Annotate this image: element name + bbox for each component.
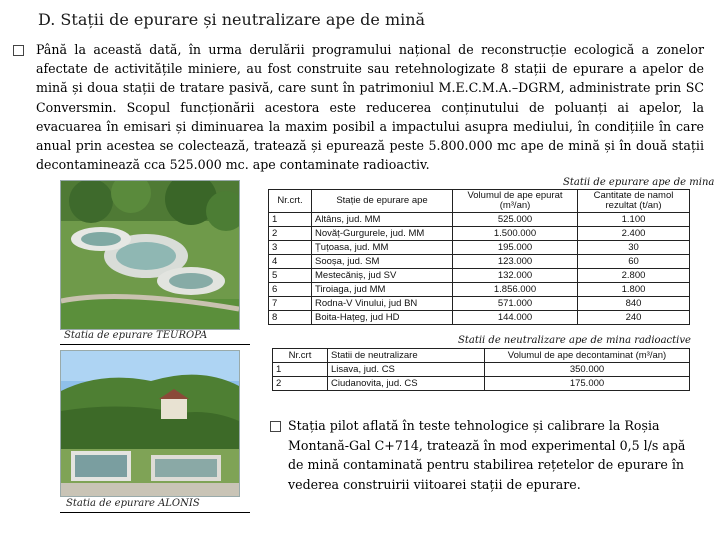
column-header: Nr.crt — [273, 349, 328, 363]
cell-volume: 195.000 — [453, 241, 578, 255]
table-row — [269, 255, 690, 269]
table-row — [269, 241, 690, 255]
neutralization-stations-table — [272, 348, 690, 391]
cell-volume: 1.856.000 — [453, 283, 578, 297]
cell-nr: 5 — [269, 269, 312, 283]
caption-underline — [60, 512, 250, 513]
cell-station: Mestecăniș, jud SV — [312, 269, 453, 283]
cell-volume: 571.000 — [453, 297, 578, 311]
table-row — [269, 283, 690, 297]
photo1-caption: Statia de epurare TEUROPA — [64, 330, 208, 341]
cell-station: Sooșa, jud. SM — [312, 255, 453, 269]
bullet-icon — [13, 45, 24, 56]
table-row — [269, 297, 690, 311]
cell-station: Boita-Hațeg, jud HD — [312, 311, 453, 325]
table-row — [269, 227, 690, 241]
column-header: Volumul de ape decontaminat (m³/an) — [485, 349, 690, 363]
cell-station: Altâns, jud. MM — [312, 213, 453, 227]
cell-sludge: 2.400 — [578, 227, 690, 241]
cell-nr: 1 — [273, 363, 328, 377]
cell-sludge: 30 — [578, 241, 690, 255]
column-header: Statii de neutralizare — [328, 349, 485, 363]
column-header: Stație de epurare ape — [312, 190, 453, 213]
photo2-caption: Statia de epurare ALONIS — [66, 498, 200, 509]
pilot-station-paragraph: Stația pilot aflată în teste tehnologice și calibrare la Roșia Montană-Gal C+714, tratează în mod experimental 0,5 l/s apă de mină contaminată pentru stabilirea rețetelor de epurare în vederea construirii viitoarei stații de epurare. — [288, 418, 686, 492]
table-header-row — [269, 190, 690, 213]
cell-nr: 1 — [269, 213, 312, 227]
cell-sludge: 1.800 — [578, 283, 690, 297]
cell-nr: 4 — [269, 255, 312, 269]
cell-nr: 7 — [269, 297, 312, 311]
table1-title: Statii de epurare ape de mina — [563, 177, 715, 188]
cell-station: Rodna-V Vinului, jud BN — [312, 297, 453, 311]
cell-volume: 1.500.000 — [453, 227, 578, 241]
table-header-row — [273, 349, 690, 363]
cell-sludge: 240 — [578, 311, 690, 325]
bullet-icon — [270, 421, 281, 432]
caption-underline — [60, 344, 250, 345]
column-header: Volumul de ape epurat (m³/an) — [453, 190, 578, 213]
table-row — [269, 269, 690, 283]
cell-volume: 123.000 — [453, 255, 578, 269]
table-row — [273, 377, 690, 391]
cell-station: Lisava, jud. CS — [328, 363, 485, 377]
cell-nr: 6 — [269, 283, 312, 297]
table-row — [269, 213, 690, 227]
cell-sludge: 60 — [578, 255, 690, 269]
cell-volume: 144.000 — [453, 311, 578, 325]
table-row — [269, 311, 690, 325]
cell-nr: 2 — [273, 377, 328, 391]
page-title: D. Stații de epurare și neutralizare ape de mină — [38, 10, 426, 29]
cell-volume: 175.000 — [485, 377, 690, 391]
intro-paragraph: Până la această dată, în urma derulării programului național de reconstrucție ecologică a zonelor afectate de activitățile miniere, au fost construite sau retehnologizate 8 stații de epurare a apelor de mină și doua stații de tratare pasivă, care sunt în patrimoniul M.E.C.M.A.–DGRM, administrate prin SC Conversmin. Scopul funcționării acestora este reducerea conținutului de poluanți ai apelor, la evacuarea în emisari și diminuarea la maxim posibil a impactului asupra mediului, în condițiile în care anual prin acestea se colectează, tratează și epurează peste 5.800.000 mc ape de mină și în două stații decontaminează cca 525.000 mc. ape contaminate radioactiv. — [36, 42, 704, 173]
cell-volume: 525.000 — [453, 213, 578, 227]
table-row — [273, 363, 690, 377]
table2-title: Statii de neutralizare ape de mina radioactive — [458, 335, 691, 346]
cell-sludge: 1.100 — [578, 213, 690, 227]
cell-station: Țuțoasa, jud. MM — [312, 241, 453, 255]
photo-treatment-plant-1 — [60, 180, 240, 330]
cell-station: Ciudanovita, jud. CS — [328, 377, 485, 391]
photo-treatment-plant-2 — [60, 350, 240, 497]
treatment-stations-table — [268, 189, 690, 325]
cell-nr: 3 — [269, 241, 312, 255]
cell-volume: 132.000 — [453, 269, 578, 283]
column-header: Cantitate de namol rezultat (t/an) — [578, 190, 690, 213]
cell-station: Novăț-Gurgurele, jud. MM — [312, 227, 453, 241]
cell-sludge: 2.800 — [578, 269, 690, 283]
column-header: Nr.crt. — [269, 190, 312, 213]
cell-nr: 2 — [269, 227, 312, 241]
cell-station: Tiroiaga, jud MM — [312, 283, 453, 297]
cell-nr: 8 — [269, 311, 312, 325]
cell-sludge: 840 — [578, 297, 690, 311]
cell-volume: 350.000 — [485, 363, 690, 377]
